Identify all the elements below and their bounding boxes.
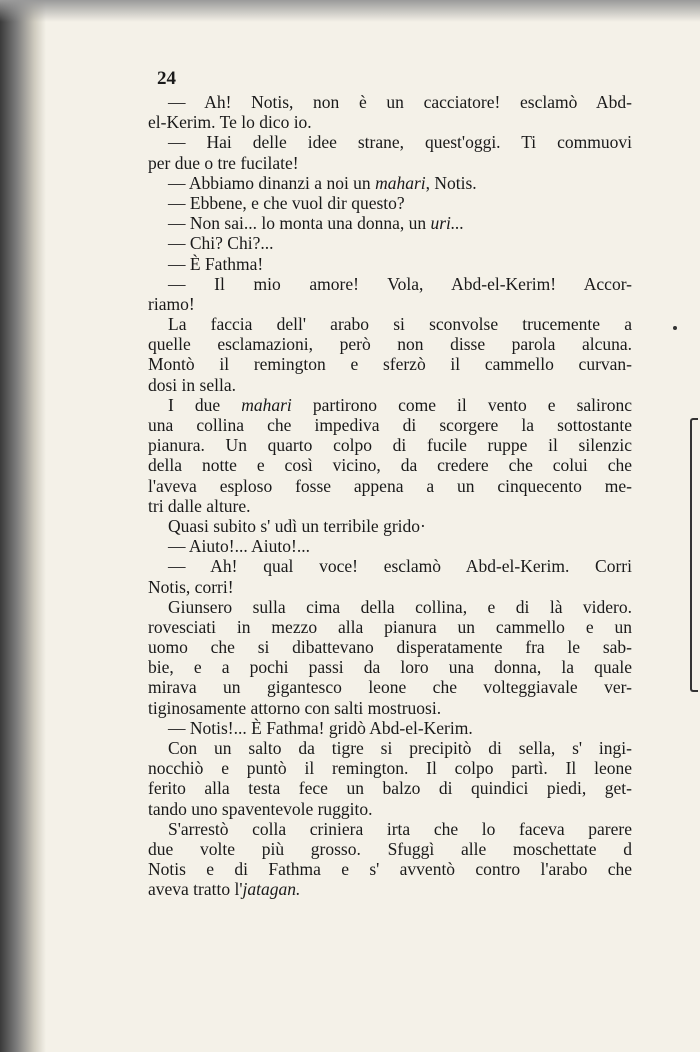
text-segment: S'arrestò colla criniera irta che lo faceva parere [168,818,632,839]
text-segment: — È Fathma! [168,253,264,274]
text-line [148,455,632,475]
text-line [148,294,632,314]
text-line [148,476,632,496]
italic-segment: mahari [241,394,292,415]
text-segment: nocchiò e puntò il remington. Il colpo partì. Il leone [148,758,632,779]
text-line [148,233,632,253]
text-segment: rovesciati in mezzo alla pianura un cammello e un [148,616,632,637]
text-line [148,698,632,718]
text-segment: , Notis. [425,172,477,193]
text-segment: — Ah! qual voce! esclamò Abd-el-Kerim. Corri [168,556,632,577]
text-line [148,577,632,597]
text-segment: Notis e di Fathma e s' avventò contro l'arabo che [148,859,632,880]
text-line [148,173,632,193]
text-line [148,354,632,374]
italic-segment: jatagan. [242,879,301,900]
text-line [148,314,632,334]
text-line [148,556,632,576]
text-segment: La faccia dell' arabo si sconvolse trucemente a [168,314,632,335]
text-segment: I due [168,394,242,415]
text-line [148,516,632,536]
text-segment: — Hai delle idee strane, quest'oggi. Ti commuovi [168,132,632,153]
text-line [148,799,632,819]
text-segment: l'aveva esploso fosse appena a un cinquecento me- [148,475,632,496]
text-segment: tiginosamente attorno con salti mostruosi. [148,697,442,718]
text-segment: tri dalle alture. [148,495,251,516]
page-top-shadow [0,0,700,22]
margin-bracket [690,418,698,692]
text-segment: Giunsero sulla cima della collina, e di là videro. [168,596,632,617]
text-segment: — Il mio amore! Vola, Abd-el-Kerim! Accor- [168,273,632,294]
text-line [148,496,632,516]
text-segment: Montò il remington e sferzò il cammello curvan- [148,354,632,375]
text-line [148,758,632,778]
text-line [148,213,632,233]
text-segment: della notte e così vicino, da credere che colui che [148,455,632,476]
text-line [148,738,632,758]
text-line [148,637,632,657]
text-line [148,859,632,879]
margin-dot [673,326,677,330]
text-segment: una collina che impediva di scorgere la sottostante [148,415,632,435]
text-segment: due volte più grosso. Sfuggì alle moschettate d [148,838,632,859]
text-line [148,132,632,152]
text-segment: ferito alla testa fece un balzo di quindici piedi, get- [148,778,632,799]
text-line [148,112,632,132]
text-line [148,153,632,173]
text-segment: dosi in sella. [148,374,236,395]
text-line [148,395,632,415]
text-line [148,617,632,637]
text-line [148,879,632,899]
text-segment: Con un salto da tigre si precipitò di sella, s' ingi- [168,738,632,758]
text-segment: bie, e a pochi passi da loro una donna, la quale [148,657,632,678]
text-segment: aveva tratto l' [148,879,243,900]
text-segment: uomo che si dibattevano disperatamente fra le sab- [148,637,632,658]
text-segment: Quasi subito s' udì un terribile grido· [168,515,426,536]
text-line [148,415,632,435]
text-line [148,718,632,738]
text-line [148,92,632,112]
text-segment: quelle esclamazioni, però non disse parola alcuna. [148,334,632,355]
text-segment: — Chi? Chi?... [168,233,274,254]
text-line [148,657,632,677]
text-line [148,839,632,859]
body-text [148,92,632,900]
text-line [148,597,632,617]
text-line [148,435,632,455]
text-segment: — Abbiamo dinanzi a noi un [168,172,376,193]
text-line [148,254,632,274]
text-line [148,334,632,354]
text-segment: — Ebbene, e che vuol dir questo? [168,192,405,213]
text-line [148,819,632,839]
text-line [148,274,632,294]
page-number: 24 [157,68,176,89]
italic-segment: mahari [375,172,426,193]
text-line [148,536,632,556]
text-segment: — Notis!... È Fathma! gridò Abd-el-Kerim. [168,717,473,738]
text-segment: — Aiuto!... Aiuto!... [168,536,310,557]
text-segment: pianura. Un quarto colpo di fucile ruppe il silenzic [148,435,632,456]
page-edge-shadow [0,0,46,1052]
text-line [148,375,632,395]
text-line [148,778,632,798]
text-segment: partirono come il vento e salironc [291,394,632,415]
text-segment: — Ah! Notis, non è un cacciatore! esclamò Abd- [168,92,632,112]
text-segment: — Non sai... lo monta una donna, un [168,213,431,234]
text-segment: riamo! [148,293,195,314]
text-segment: tando uno spaventevole ruggito. [148,798,373,819]
text-segment: mirava un gigantesco leone che volteggiavale ver- [148,677,632,698]
text-segment: el-Kerim. Te lo dico io. [148,112,312,133]
text-segment: Notis, corri! [148,576,234,597]
text-line [148,677,632,697]
text-line [148,193,632,213]
text-segment: per due o tre fucilate! [148,152,299,173]
italic-segment: uri... [430,213,465,234]
